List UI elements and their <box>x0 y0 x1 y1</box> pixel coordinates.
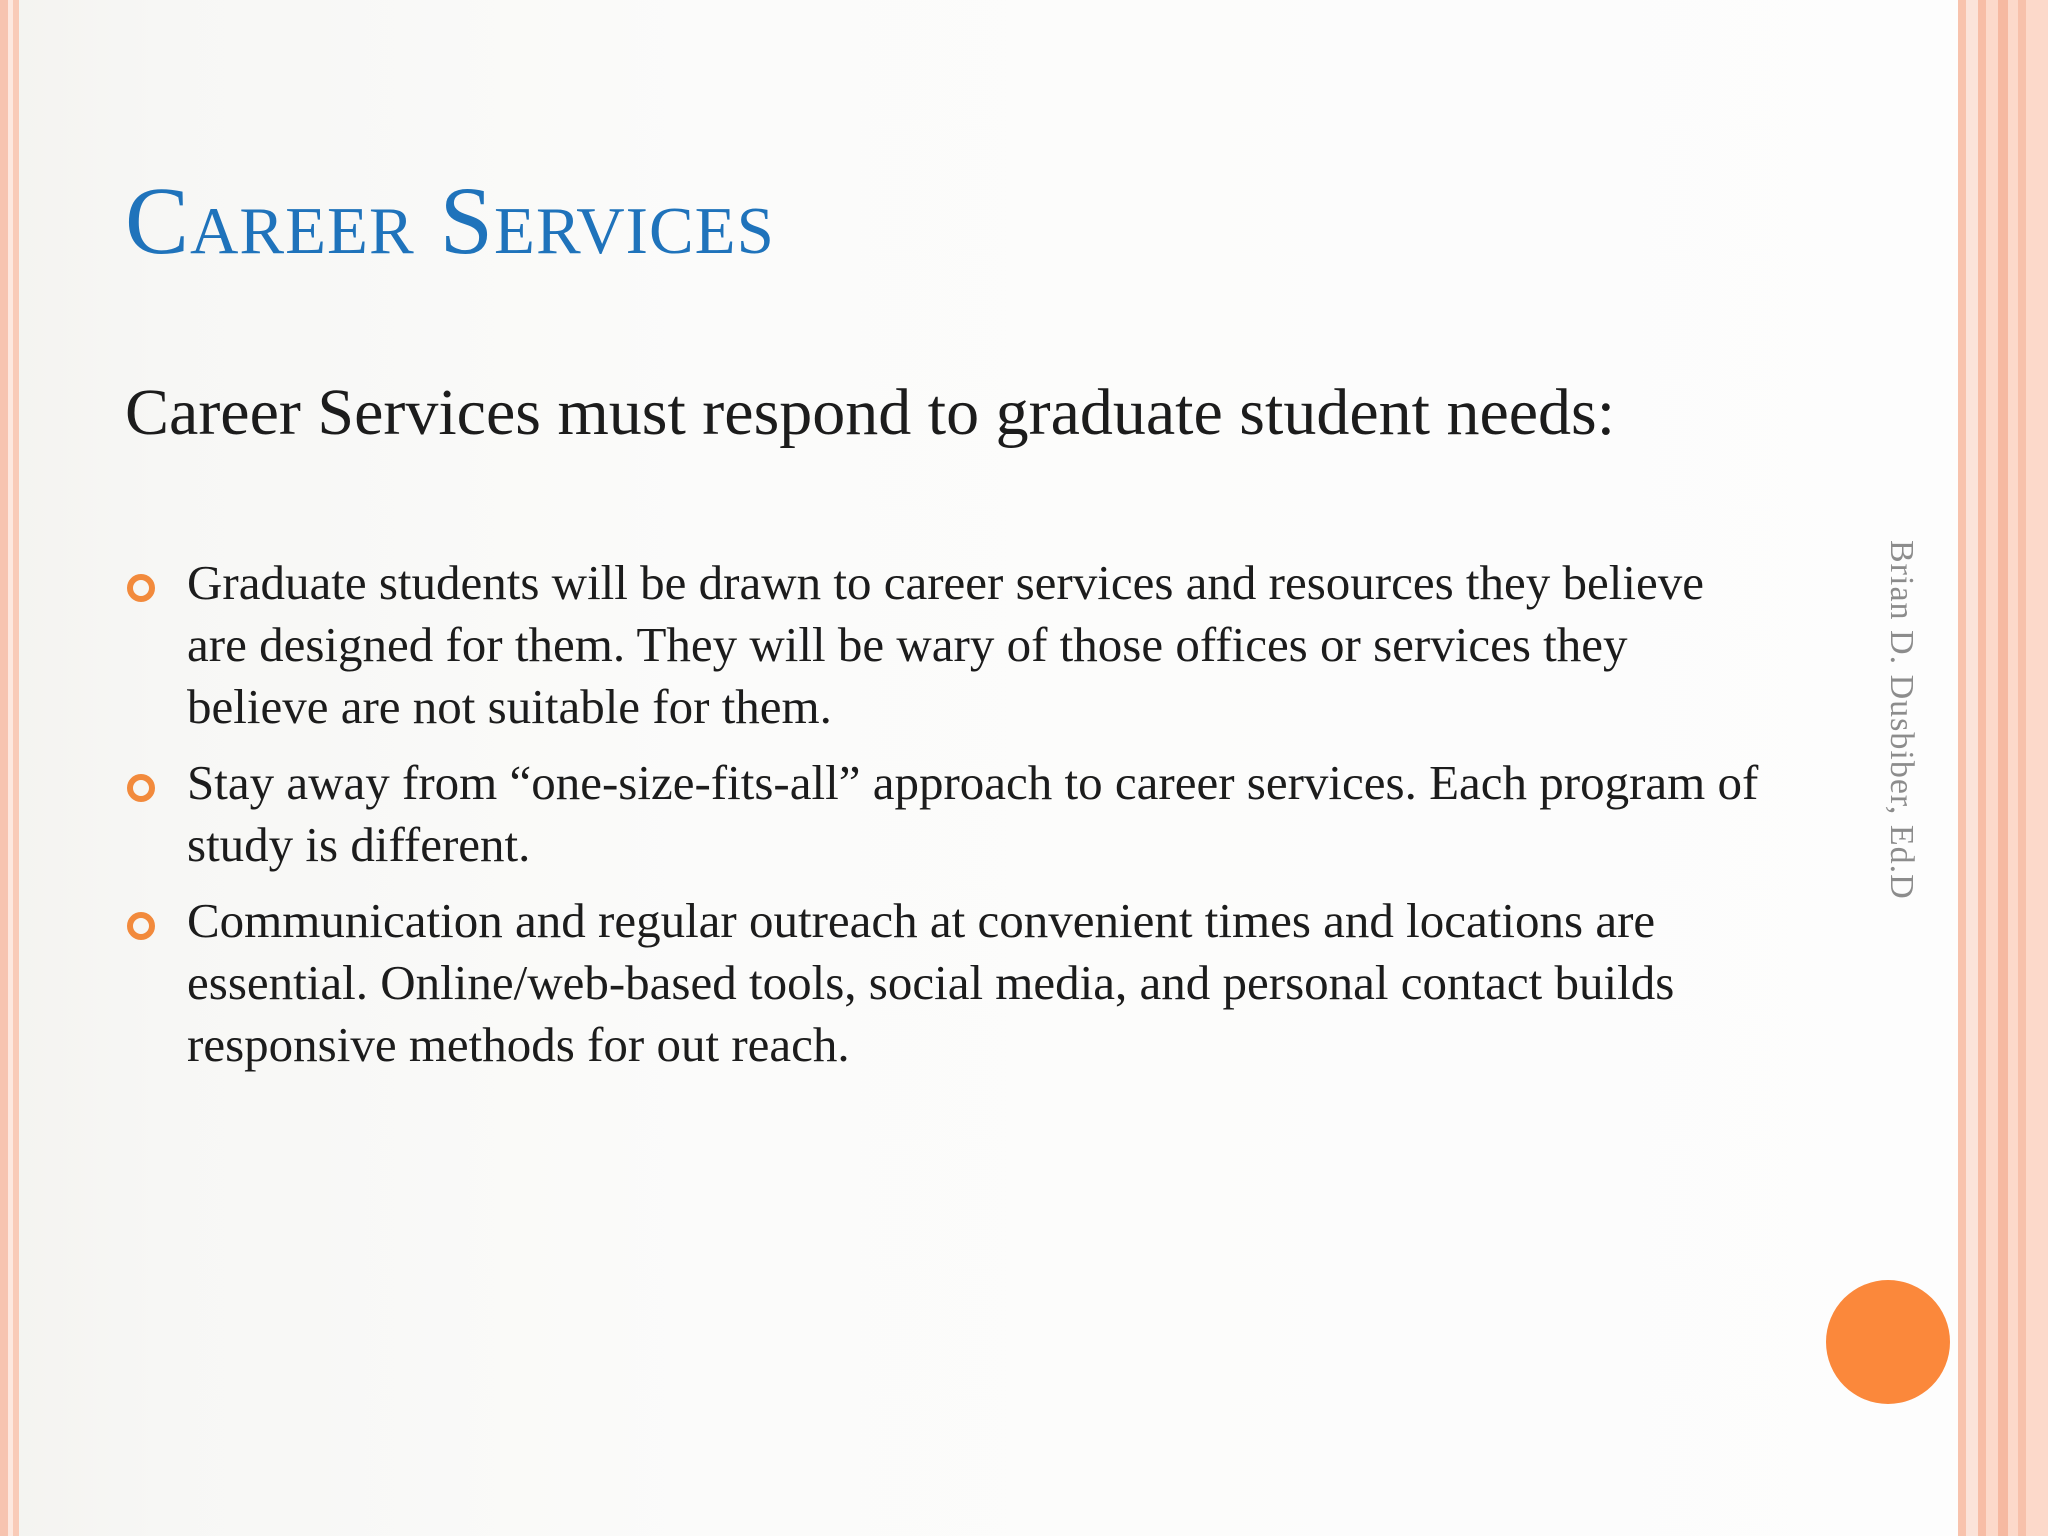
list-item <box>125 752 1765 876</box>
bullet-list <box>125 552 1765 1090</box>
right-decorative-border <box>1958 0 2048 1536</box>
bullet-text: Communication and regular outreach at convenient times and locations are essential. Online/web-based tools, social media, and personal contact builds responsive methods for out reach. <box>187 893 1675 1072</box>
vertical-author-credit: Brian D. Dusbiber, Ed.D <box>1883 540 1920 900</box>
bullet-circle-icon <box>127 912 155 940</box>
bullet-circle-icon <box>127 774 155 802</box>
bullet-text: Graduate students will be drawn to career services and resources they believe are designed for them. They will be wary of those offices or services they believe are not suitable for them. <box>187 555 1705 734</box>
lead-paragraph: Career Services must respond to graduate student needs: <box>125 376 1616 449</box>
list-item <box>125 552 1765 738</box>
slide-title: Career Services <box>125 167 775 274</box>
decorative-orange-circle <box>1826 1280 1950 1404</box>
bullet-circle-icon <box>127 574 155 602</box>
left-decorative-border <box>0 0 22 1536</box>
bullet-text: Stay away from “one-size-fits-all” approach to career services. Each program of study is different. <box>187 755 1759 872</box>
list-item <box>125 890 1765 1076</box>
